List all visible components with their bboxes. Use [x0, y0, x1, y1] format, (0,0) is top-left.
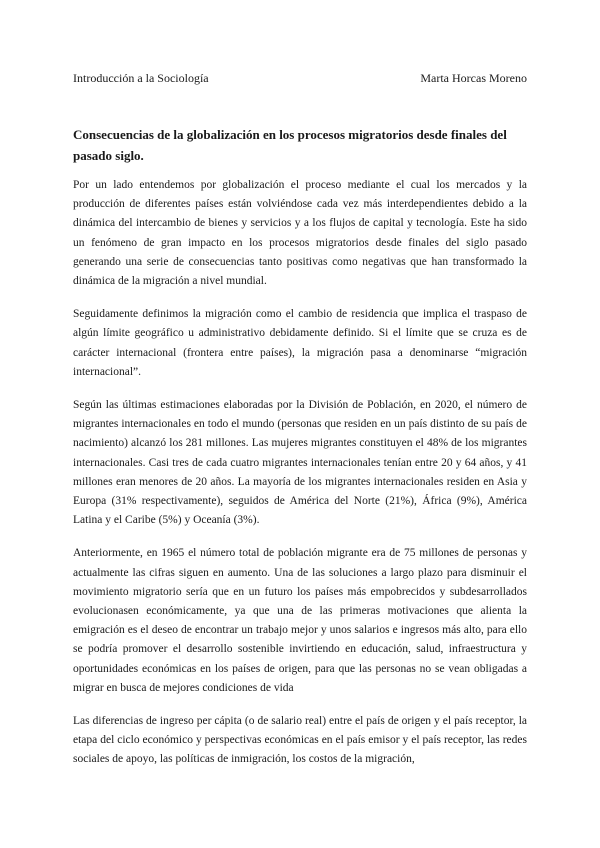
document-body — [73, 176, 527, 784]
paragraph-globalization-definition: Por un lado entendemos por globalización el proceso mediante el cual los mercados y la producción de diferentes países están volviéndose cada vez más interdependientes debido a la dinámica del intercambio de bienes y servicios y a los flujos de capital y tecnología. Este ha sido un fenómeno de gran impacto en los procesos migratorios desde finales del siglo pasado generando una serie de consecuencias tanto positivas como negativas que han transformado la dinámica de la migración a nivel mundial. — [73, 179, 527, 288]
paragraph-migration-factors: Las diferencias de ingreso per cápita (o de salario real) entre el país de origen y el país receptor, la etapa del ciclo económico y perspectivas económicas en el país emisor y el país receptor, las redes sociales de apoyo, las políticas de inmigración, los costos de la migración, — [73, 715, 527, 766]
paragraph-migration-definition: Seguidamente definimos la migración como el cambio de residencia que implica el traspaso de algún límite geográfico u administrativo debidamente definido. Si el límite que se cruza es de carácter internacional (frontera entre países), la migración pasa a denominarse “migración internacional”. — [73, 308, 527, 378]
header-author-name: Marta Horcas Moreno — [420, 71, 527, 85]
document-title: Consecuencias de la globalización en los procesos migratorios desde finales del pasado siglo. — [73, 127, 507, 163]
header-course-title: Introducción a la Sociología — [73, 71, 209, 85]
running-header — [73, 70, 527, 88]
paragraph-migration-statistics: Según las últimas estimaciones elaboradas por la División de Población, en 2020, el número de migrantes internacionales en todo el mundo (personas que residen en un país distinto de su país de nacimiento) alcanzó los 281 millones. Las mujeres migrantes constituyen el 48% de los migrantes internacionales. Casi tres de cada cuatro migrantes internacionales tenían entre 20 y 64 años, y 41 millones eran menores de 20 años. La mayoría de los migrantes internacionales residen en Asia y Europa (31% respectivamente), seguidos de América del Norte (21%), África (9%), América Latina y el Caribe (5%) y Oceanía (3%). — [73, 399, 527, 527]
paragraph-historical-trend: Anteriormente, en 1965 el número total de población migrante era de 75 millones de personas y actualmente las cifras siguen en aumento. Una de las soluciones a largo plazo para disminuir el movimiento migratorio sería que en un futuro los países más empobrecidos y subdesarrollados evolucionasen económicamente, ya que una de las primeras motivaciones que alienta la emigración es el deseo de encontrar un trabajo mejor y unos salarios e ingresos más alto, para ello se podría promover el desarrollo sostenible invirtiendo en educación, salud, infraestructura y oportunidades económicas en los países de origen, para que las personas no se vean obligadas a migrar en busca de mejores condiciones de vida — [73, 547, 527, 694]
